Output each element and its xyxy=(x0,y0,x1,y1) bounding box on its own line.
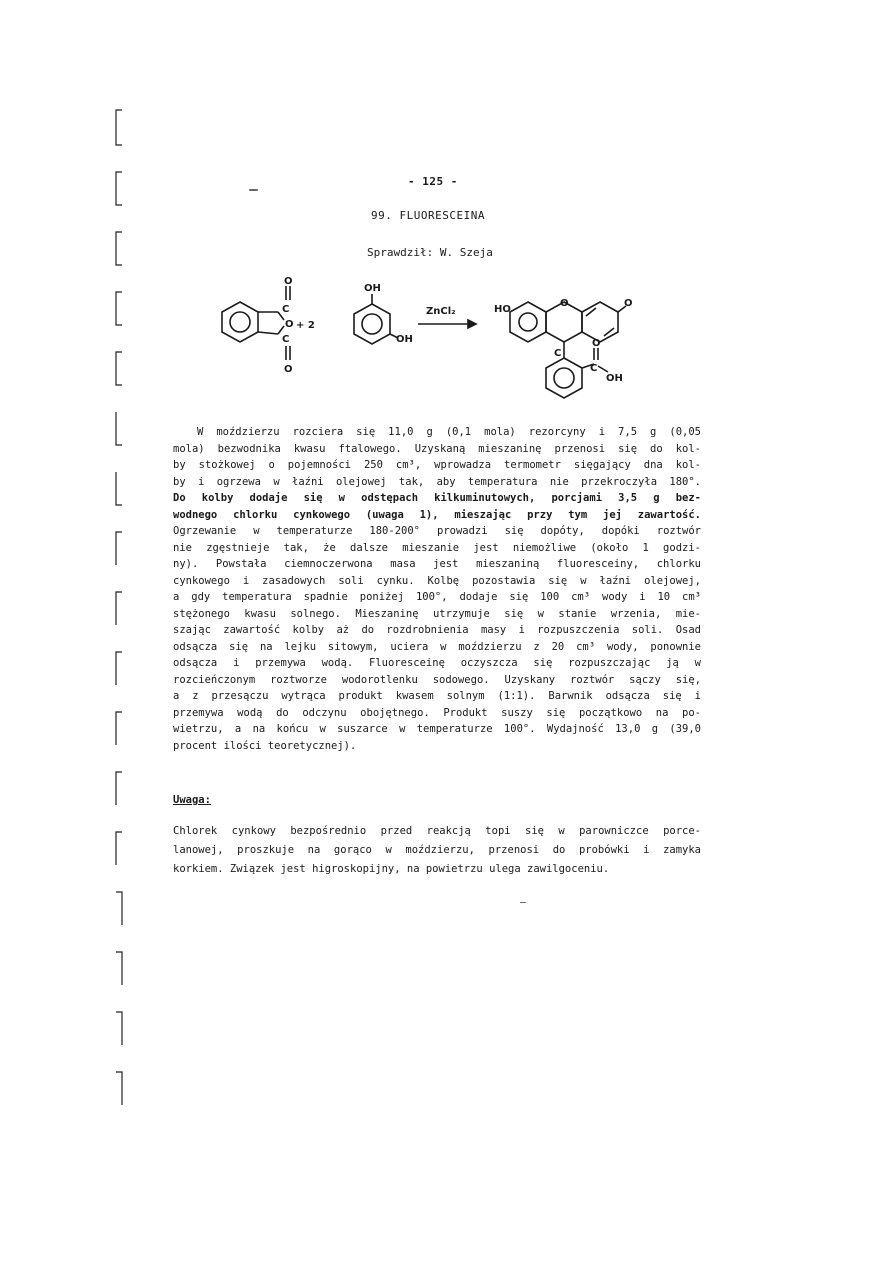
scan-speck xyxy=(249,189,258,191)
note-heading: Uwaga: xyxy=(173,794,211,806)
note-line: korkiem. Związek jest higroskopijny, na powietrzu ulega zawilgoceniu. xyxy=(173,863,610,875)
label-c-meso: C xyxy=(554,348,562,359)
label-reagent: ZnCl₂ xyxy=(426,306,456,317)
text-line: stężonego kwasu solnego. Mieszaninę utrzymuje się w stanie wrzenia, mie- xyxy=(173,607,701,620)
binder-marks xyxy=(110,100,130,1110)
page-title: 99. FLUORESCEINA xyxy=(371,209,485,222)
text-line: by stożkowej o pojemności 250 cm³, wprowadza termometr sięgający dna kol- xyxy=(173,459,701,471)
reaction-arrow xyxy=(418,320,476,328)
text-line: a gdy temperatura spadnie poniżej 100°, dodaje się 100 cm³ wody i 10 cm³ xyxy=(173,591,701,603)
note-line: lanowej, proszkuje na gorąco w moździerzu, przenosi do probówki i zamyka xyxy=(173,844,701,856)
note-line: Chlorek cynkowy bezpośrednio przed reakcją topi się w parowniczce porce- xyxy=(173,825,701,837)
text-line: mola) bezwodnika kwasu ftalowego. Uzyskaną mieszaninę przenosi się do kol- xyxy=(173,442,701,455)
verifier-line: Sprawdził: W. Szeja xyxy=(367,246,493,259)
text-line: przemywa wodą do odczynu obojętnego. Produkt suszy się początkowo na po- xyxy=(173,706,701,719)
text-line: W moździerzu rozciera się 11,0 g (0,1 mola) rezorcyny i 7,5 g (0,05 xyxy=(197,426,701,438)
text-line: wodnego chlorku cynkowego (uwaga 1), mieszając przy tym jej zawartość. xyxy=(173,508,701,521)
phthalic-anhydride-structure xyxy=(222,286,290,360)
text-line: odsącza i przemywa wodą. Fluoresceinę oczyszcza się rozpuszczając ją w xyxy=(173,657,701,669)
label-oh-right: OH xyxy=(396,334,413,345)
label-plus-two: + 2 xyxy=(296,320,315,331)
reaction-scheme xyxy=(200,272,640,412)
label-c-acid: C xyxy=(590,363,598,374)
text-line: odsącza się na lejku sitowym, uciera w moździerzu z 20 cm³ wody, ponownie xyxy=(173,640,701,653)
text-line: a z przesączu wytrąca produkt kwasem solnym (1:1). Barwnik odsącza się i xyxy=(173,690,701,702)
resorcinol-structure xyxy=(354,294,398,344)
label-ho: HO xyxy=(494,304,511,315)
label-o-keto: O xyxy=(624,298,633,309)
page-number: - 125 - xyxy=(408,175,458,188)
scan-speck xyxy=(520,902,526,903)
procedure-paragraph xyxy=(173,424,701,754)
text-line: procent ilości teoretycznej). xyxy=(173,739,357,752)
label-oh-acid: OH xyxy=(606,373,623,384)
label-c-bottom: C xyxy=(282,334,290,345)
text-line: ny). Powstała ciemnoczerwona masa jest mieszaniną fluoresceiny, chlorku xyxy=(173,558,701,570)
label-o-bridge: O xyxy=(560,298,569,309)
label-o-top: O xyxy=(284,276,293,287)
text-line: rozcieńczonym roztworze wodorotlenku sodowego. Uzyskany roztwór sączy się, xyxy=(173,673,701,686)
label-o-ring: O xyxy=(285,319,294,330)
text-line: Do kolby dodaje się w odstępach kilkuminutowych, porcjami 3,5 g bez- xyxy=(173,492,701,504)
text-line: nie zgęstnieje tak, że dalsze mieszanie jest niemożliwe (około 1 godzi- xyxy=(173,541,701,554)
label-o-bottom: O xyxy=(284,364,293,375)
note-paragraph xyxy=(173,822,701,879)
text-line: wietrzu, a na końcu w suszarce w temperaturze 100°. Wydajność 13,0 g (39,0 xyxy=(173,723,701,735)
text-line: cynkowego i zasadowych soli cynku. Kolbę pozostawia się w łaźni olejowej, xyxy=(173,574,701,587)
text-line: by i ogrzewa w łaźni olejowej tak, aby temperatura nie przekroczyła 180°. xyxy=(173,475,701,488)
text-line: Ogrzewanie w temperaturze 180-200° prowadzi się dopóty, dopóki roztwór xyxy=(173,525,701,537)
label-oh-top: OH xyxy=(364,283,381,294)
label-o-acid: O xyxy=(592,338,601,349)
text-line: szając zawartość kolby aż do rozdrobnienia masy i rozpuszczenia soli. Osad xyxy=(173,624,701,636)
label-c-top: C xyxy=(282,304,290,315)
